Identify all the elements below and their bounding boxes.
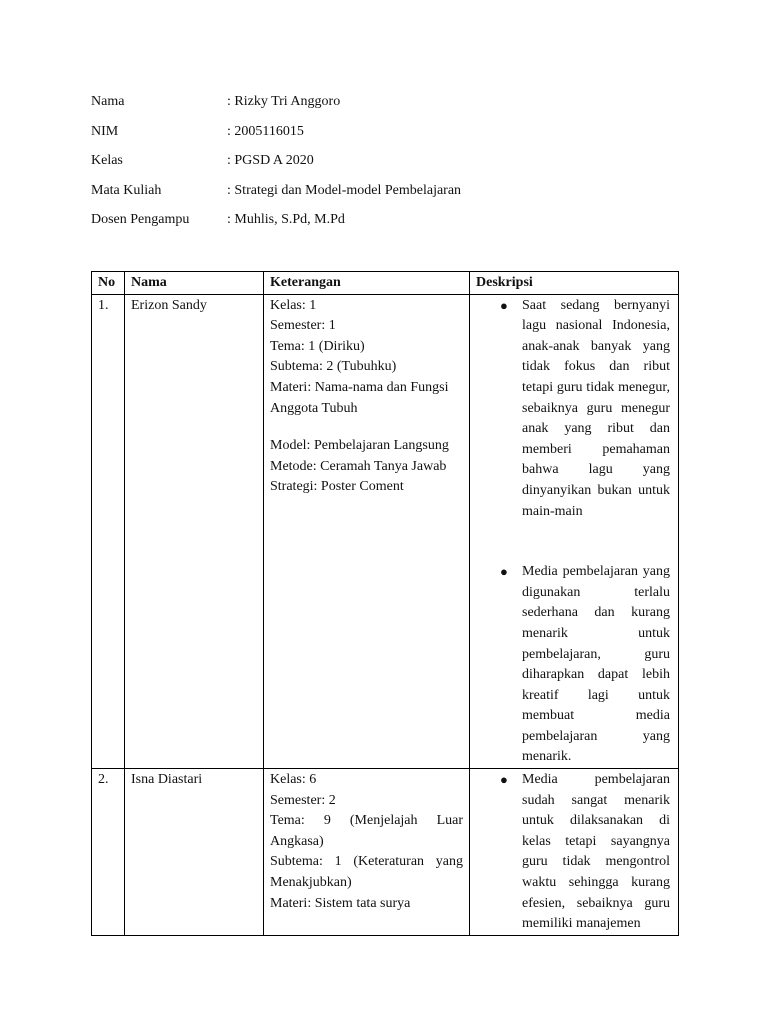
table-header-row <box>92 272 679 295</box>
observation-table <box>91 271 679 936</box>
cell-no: 2. <box>92 769 125 936</box>
info-value: : Strategi dan Model-model Pembelajaran <box>227 182 462 198</box>
deskripsi-text: Saat sedang bernyanyi lagu nasional Indonesia, anak-anak banyak yang tidak fokus dan ribut tetapi guru tidak menegur, sebaiknya guru menegur anak yang ribut dan memberi pemahaman bahwa lagu yang dinyanyikan bukan untuk main-main <box>522 297 670 519</box>
info-value: : 2005116015 <box>227 123 304 139</box>
info-value: : PGSD A 2020 <box>227 153 314 168</box>
deskripsi-item <box>476 296 672 523</box>
info-label: Kelas <box>91 153 123 168</box>
table-row <box>92 769 679 936</box>
table-row <box>92 294 679 768</box>
header-deskripsi: Deskripsi <box>470 272 679 295</box>
keterangan-line: Kelas: 6 <box>270 772 317 788</box>
deskripsi-list <box>476 770 672 935</box>
cell-deskripsi <box>470 769 679 936</box>
deskripsi-item <box>476 770 672 935</box>
keterangan-line: Model: Pembelajaran Langsung <box>270 438 449 454</box>
cell-keterangan <box>264 294 470 768</box>
keterangan-line: Tema: 1 (Diriku) <box>270 338 365 354</box>
keterangan-line: Kelas: 1 <box>270 297 317 313</box>
header-keterangan: Keterangan <box>264 272 470 295</box>
keterangan-line: Subtema: 2 (Tubuhku) <box>270 359 397 375</box>
keterangan-line: Strategi: Poster Coment <box>270 479 404 495</box>
deskripsi-item <box>476 562 672 768</box>
keterangan-line: Materi: Nama-nama dan Fungsi Anggota Tubuh <box>270 379 449 416</box>
keterangan-line: Semester: 1 <box>270 318 336 334</box>
keterangan-line: Subtema: 1 (Keteraturan yang Menakjubkan) <box>270 854 463 891</box>
bullet-icon: ● <box>500 772 508 788</box>
cell-deskripsi <box>470 294 679 768</box>
deskripsi-text: Media pembelajaran yang digunakan terlalu sederhana dan kurang menarik untuk pembelajaran, guru diharapkan dapat lebih kreatif lagi untuk membuat media pembelajaran yang menarik. <box>522 564 670 765</box>
cell-keterangan <box>264 769 470 936</box>
keterangan-line: Tema: 9 (Menjelajah Luar Angkasa) <box>270 813 463 849</box>
deskripsi-list <box>476 296 672 768</box>
keterangan-line: Semester: 2 <box>270 792 336 808</box>
info-label: Mata Kuliah <box>91 182 162 198</box>
cell-no: 1. <box>92 294 125 768</box>
info-value: : Muhlis, S.Pd, M.Pd <box>227 212 345 227</box>
info-label: NIM <box>91 123 119 139</box>
keterangan-line: Materi: Sistem tata surya <box>270 895 411 911</box>
info-label: Dosen Pengampu <box>91 212 190 227</box>
bullet-icon: ● <box>500 297 508 313</box>
bullet-icon: ● <box>500 564 508 580</box>
info-value: : Rizky Tri Anggoro <box>227 94 341 109</box>
header-nama: Nama <box>125 272 264 295</box>
keterangan-line: Metode: Ceramah Tanya Jawab <box>270 458 447 474</box>
header-no: No <box>92 272 125 295</box>
info-label: Nama <box>91 94 125 109</box>
cell-nama: Isna Diastari <box>125 769 264 936</box>
cell-nama: Erizon Sandy <box>125 294 264 768</box>
deskripsi-text: Media pembelajaran sudah sangat menarik untuk dilaksanakan di kelas tetapi sayangnya guru tidak mengontrol waktu sehingga kurang efesien, sebaiknya guru memiliki manajemen <box>522 772 670 932</box>
